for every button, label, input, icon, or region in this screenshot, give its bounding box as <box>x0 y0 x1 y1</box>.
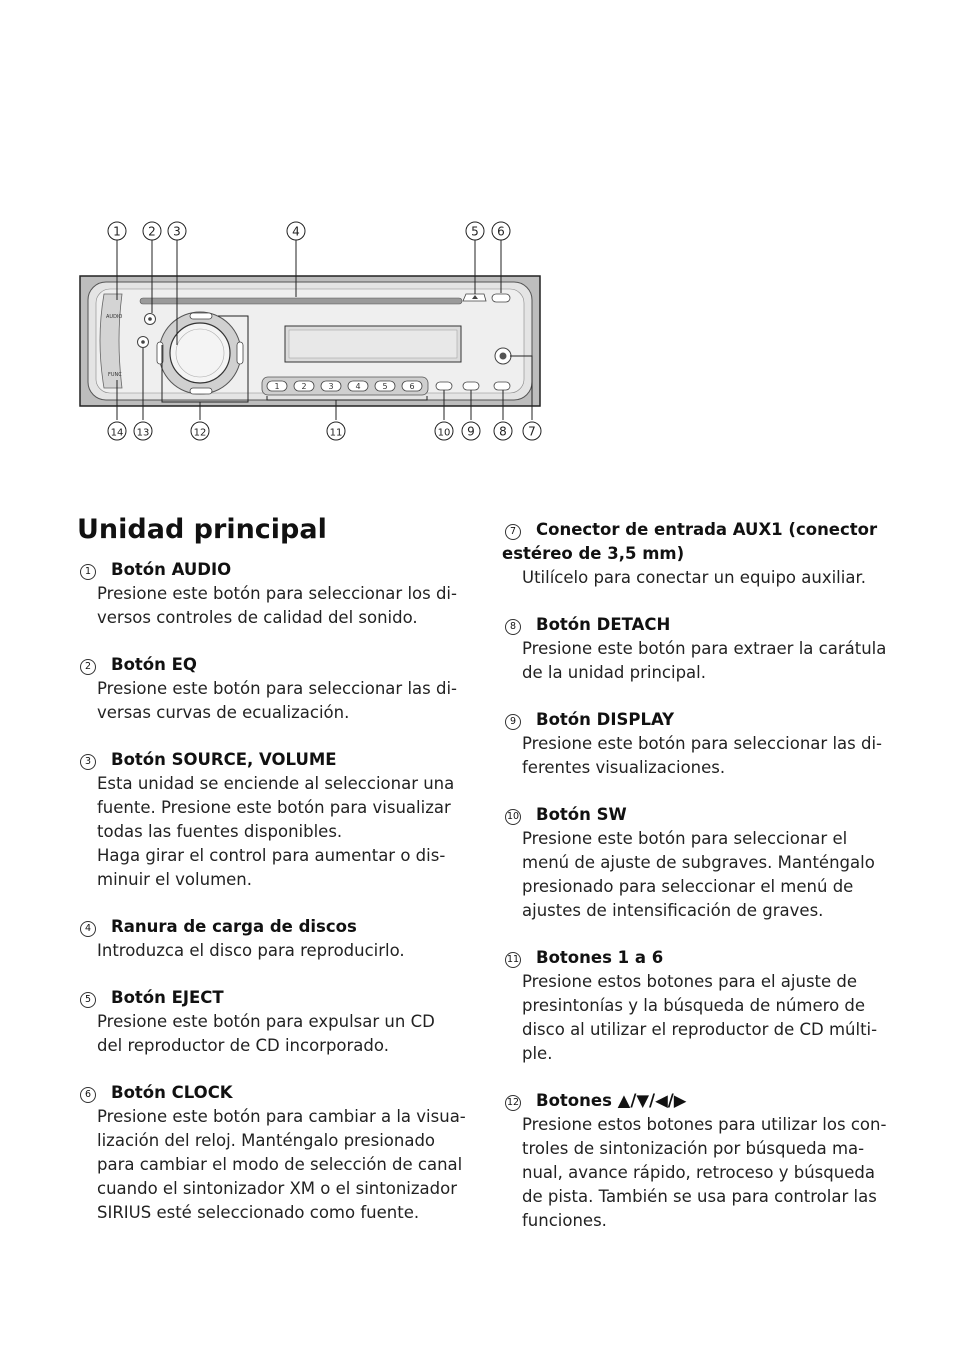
preset-key-label: 2 <box>301 382 307 391</box>
preset-key-label: 3 <box>328 382 334 391</box>
svg-text:2: 2 <box>148 224 156 239</box>
item-description: Presione este botón para expulsar un CD del reproductor de CD incorporado. <box>97 1012 435 1055</box>
right-column <box>502 518 897 1256</box>
svg-text:4: 4 <box>292 224 300 239</box>
item-number-badge: 3 <box>80 754 96 770</box>
item-number-badge: 7 <box>505 524 521 540</box>
callout-1 <box>108 222 126 240</box>
item-description: Presione este botón para seleccionar las di- ferentes visualizaciones. <box>522 734 882 777</box>
item-heading <box>77 653 472 677</box>
callout-5 <box>466 222 484 240</box>
item-heading <box>77 986 472 1010</box>
item-heading <box>502 708 897 732</box>
item-heading <box>502 803 897 827</box>
item-title: Botón SW <box>536 805 627 824</box>
callout-2 <box>143 222 161 240</box>
item-heading <box>77 1081 472 1105</box>
item-title: Botones 1 a 6 <box>536 948 664 967</box>
item-description: Utilícelo para conectar un equipo auxiliar. <box>522 568 866 587</box>
sw-button[interactable] <box>436 382 452 390</box>
preset-key-label: 5 <box>382 382 388 391</box>
item-description: Presione este botón para cambiar a la visua- lización del reloj. Manténgalo presionado para cambiar el modo de selección de canal cuando el sintonizador XM o el sintonizador SIRIUS esté seleccionado como fuente. <box>97 1107 466 1222</box>
clock-button[interactable] <box>492 294 510 302</box>
item-12 <box>502 1089 897 1233</box>
item-8 <box>502 613 897 685</box>
left-column <box>77 558 472 1248</box>
item-number-badge: 12 <box>505 1095 521 1111</box>
svg-text:14: 14 <box>110 427 124 439</box>
item-number-badge: 9 <box>505 714 521 730</box>
item-heading <box>77 915 472 939</box>
item-title: Botón DETACH <box>536 615 671 634</box>
svg-text:3: 3 <box>173 224 181 239</box>
item-title: Conector de entrada AUX1 (conector estéreo de 3,5 mm) <box>502 520 878 563</box>
item-description: Esta unidad se enciende al seleccionar una fuente. Presione este botón para visualizar todas las fuentes disponibles. Haga girar el control para aumentar o dis- minuir el volumen. <box>97 774 455 889</box>
item-title: Botón AUDIO <box>111 560 232 579</box>
item-number-badge: 5 <box>80 992 96 1008</box>
svg-text:1: 1 <box>113 224 121 239</box>
item-heading <box>77 748 472 772</box>
item-9 <box>502 708 897 780</box>
item-heading <box>77 558 472 582</box>
section-title: Unidad principal <box>77 514 327 545</box>
callout-8 <box>494 422 512 440</box>
callout-9 <box>462 422 480 440</box>
item-title: Botón SOURCE, VOLUME <box>111 750 337 769</box>
item-description: Presione este botón para seleccionar las di- versas curvas de ecualización. <box>97 679 457 722</box>
volume-knob[interactable] <box>170 323 230 383</box>
item-number-badge: 10 <box>505 809 521 825</box>
item-3 <box>77 748 472 892</box>
item-heading <box>502 1089 897 1113</box>
callout-4 <box>287 222 305 240</box>
preset-key-label: 1 <box>274 382 280 391</box>
callout-3 <box>168 222 186 240</box>
item-number-badge: 1 <box>80 564 96 580</box>
svg-text:7: 7 <box>528 424 536 439</box>
item-number-badge: 2 <box>80 659 96 675</box>
preset-key-label: 4 <box>355 382 361 391</box>
item-description: Presione este botón para extraer la carátula de la unidad principal. <box>522 639 887 682</box>
item-title: Botón EQ <box>111 655 197 674</box>
svg-text:9: 9 <box>467 424 475 439</box>
right-button[interactable] <box>237 342 243 364</box>
item-10 <box>502 803 897 923</box>
item-title: Botones ▲/▼/◀/▶ <box>536 1091 687 1110</box>
callout-6 <box>492 222 510 240</box>
item-description: Presione este botón para seleccionar el menú de ajuste de subgraves. Manténgalo presionado para seleccionar el menú de ajustes de intensificación de graves. <box>522 829 875 920</box>
callout-14 <box>108 422 126 440</box>
item-5 <box>77 986 472 1058</box>
callout-7 <box>523 422 541 440</box>
svg-text:12: 12 <box>193 427 207 439</box>
item-heading <box>502 518 897 566</box>
item-7 <box>502 518 897 590</box>
item-heading <box>502 946 897 970</box>
item-number-badge: 11 <box>505 952 521 968</box>
item-description: Presione este botón para seleccionar los di- versos controles de calidad del sonido. <box>97 584 457 627</box>
svg-text:6: 6 <box>497 224 505 239</box>
item-description: Introduzca el disco para reproducirlo. <box>97 941 405 960</box>
display-button[interactable] <box>463 382 479 390</box>
item-11 <box>502 946 897 1066</box>
item-title: Botón DISPLAY <box>536 710 675 729</box>
item-title: Botón CLOCK <box>111 1083 233 1102</box>
callout-11 <box>327 422 345 440</box>
item-title: Botón EJECT <box>111 988 224 1007</box>
item-description: Presione estos botones para el ajuste de presintonías y la búsqueda de número de disco al utilizar el reproductor de CD múlti- ple. <box>522 972 878 1063</box>
item-6 <box>77 1081 472 1225</box>
callout-13 <box>134 422 152 440</box>
svg-text:8: 8 <box>499 424 507 439</box>
item-description: Presione estos botones para utilizar los con- troles de sintonización por búsqueda ma- nual, avance rápido, retroceso y búsqueda de pista. También se usa para controlar las funciones. <box>522 1115 887 1230</box>
func-face-label: FUNC <box>108 372 122 378</box>
audio-face-label: AUDIO <box>106 314 123 320</box>
item-heading <box>502 613 897 637</box>
up-button[interactable] <box>190 313 212 319</box>
svg-text:5: 5 <box>471 224 479 239</box>
head-unit-diagram <box>0 0 954 470</box>
svg-text:10: 10 <box>437 427 451 439</box>
preset-key-label: 6 <box>409 382 415 391</box>
svg-text:13: 13 <box>136 427 150 439</box>
item-number-badge: 8 <box>505 619 521 635</box>
item-number-badge: 6 <box>80 1087 96 1103</box>
detach-button[interactable] <box>494 382 510 390</box>
item-number-badge: 4 <box>80 921 96 937</box>
item-1 <box>77 558 472 630</box>
down-button[interactable] <box>190 388 212 394</box>
callout-12 <box>191 422 209 440</box>
svg-text:11: 11 <box>329 427 343 439</box>
item-2 <box>77 653 472 725</box>
item-4 <box>77 915 472 963</box>
disc-slot <box>140 298 462 304</box>
item-title: Ranura de carga de discos <box>111 917 357 936</box>
callout-10 <box>435 422 453 440</box>
